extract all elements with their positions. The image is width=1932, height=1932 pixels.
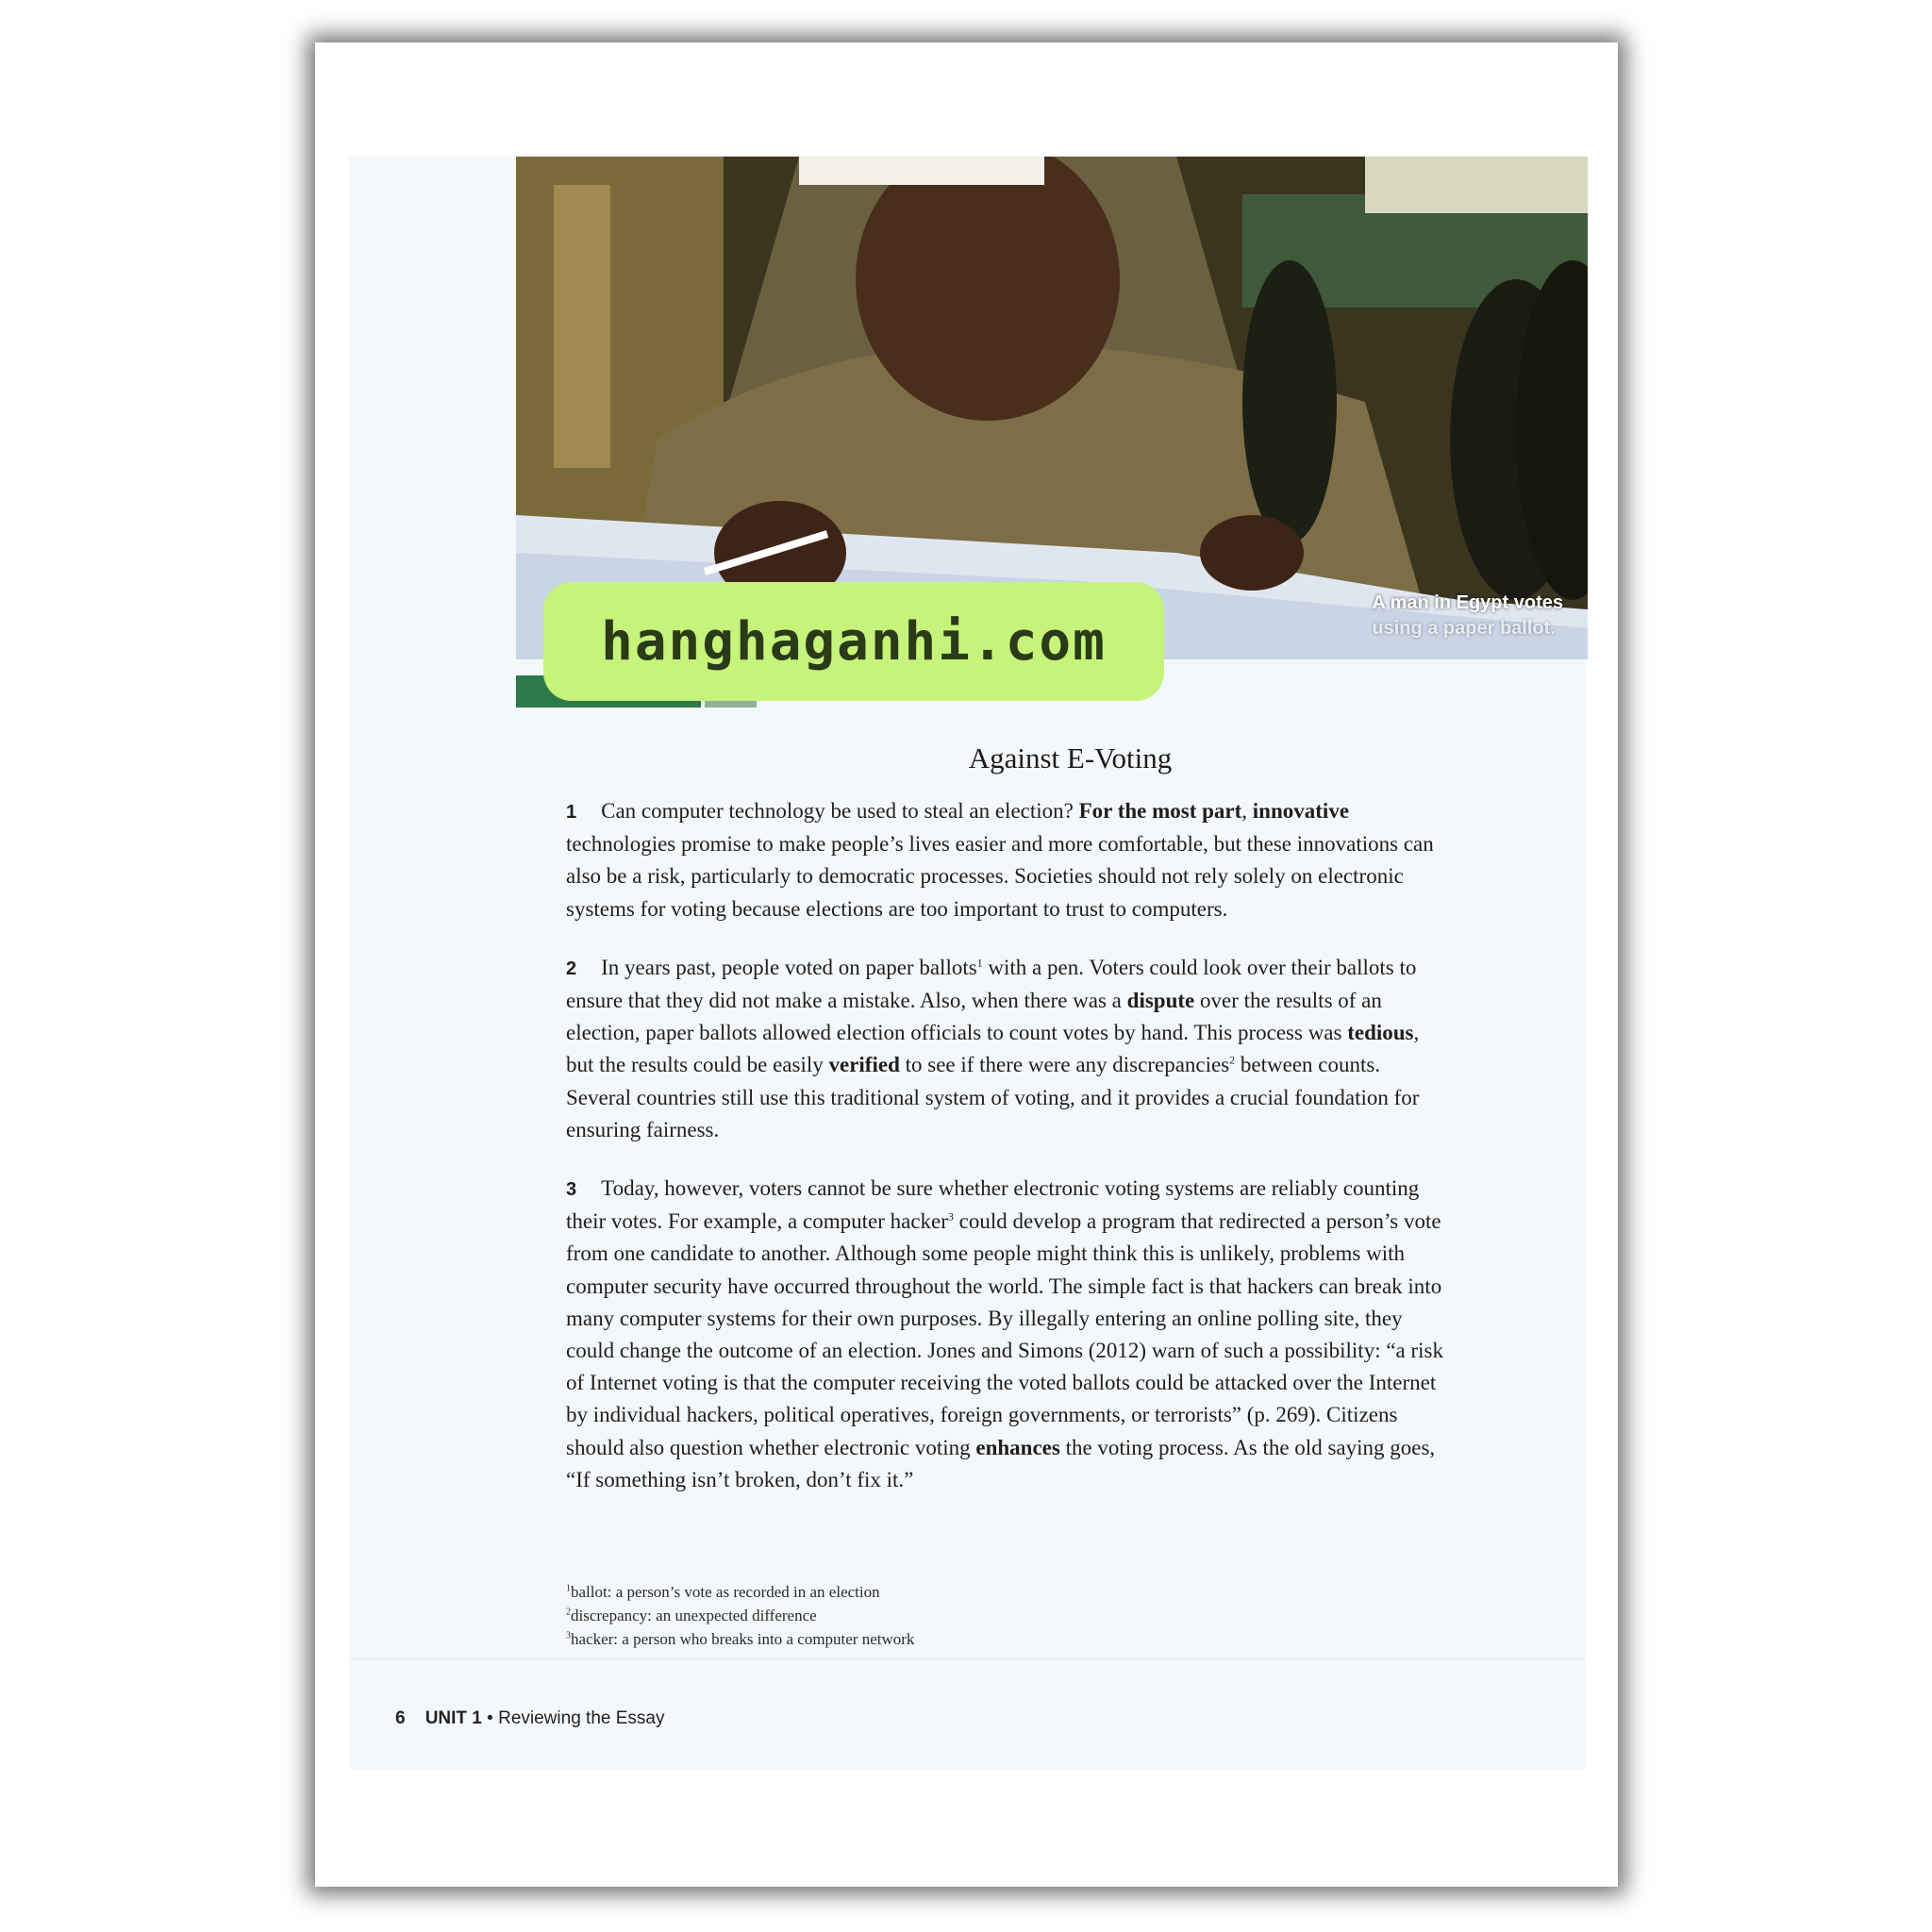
essay-body [566,795,1443,1523]
unit-label: UNIT 1 [425,1708,482,1728]
watermark-logo: hanghaganhi.com [543,582,1164,701]
footnote-ref: 1 [976,956,983,970]
footnote [566,1627,1321,1651]
paragraph-text: Today, however, voters cannot be sure whether electronic voting systems are reliably counting their votes. For example, a computer hacker [566,1176,1420,1234]
paragraph-text: to see if there were any discrepancies [899,1053,1230,1077]
paragraph-text: between counts. Several countries still use this traditional system of voting, and it provides a crucial foundation for ensuring fairness. [566,1053,1420,1141]
footnote [566,1580,1321,1604]
essay-title: Against E-Voting [968,741,1173,774]
paragraph-number: 1 [566,802,577,823]
book-page [315,42,1618,1887]
footnotes [566,1580,1321,1651]
paragraph-text: In years past, people voted on paper ballots [601,955,977,979]
footnote-number: 2 [566,1607,571,1618]
page-number: 6 [395,1708,406,1728]
bold-term: verified [828,1053,900,1077]
bold-term: tedious [1347,1021,1414,1045]
page-footer [395,1708,664,1729]
footer-divider [349,1658,1585,1659]
footnote-number: 3 [566,1630,571,1641]
footnote-number: 1 [566,1583,571,1594]
footnote-text: ballot: a person’s vote as recorded in an election [571,1583,880,1601]
paragraph-text: technologies promise to make people’s lives easier and more comfortable, but these innovations can also be a risk, particularly to democratic processes. Societies should not rely solely on electronic systems for voting because elections are too important to trust to computers. [566,832,1434,921]
paragraph-number: 2 [566,958,577,979]
paragraph-text: over the results of an election, paper ballots allowed election officials to count votes by hand. This process was [566,989,1382,1045]
paragraph-text: , [1241,799,1253,823]
bold-term: enhances [975,1435,1060,1459]
bold-term: dispute [1126,989,1195,1013]
footnote-ref: 3 [947,1209,954,1224]
essay-paragraph [566,952,1443,1146]
paragraph-text: with a pen. Voters could look over their ballots to ensure that they did not make a mistake. Also, when there was a [566,955,1417,1013]
paragraph-text: could develop a program that redirected a person’s vote from one candidate to another. Although some people might think this is unlikely, problems with computer security have occurred throughout the world. The simple fact is that hackers can break into many computer systems for their own purposes. By illegally entering an online polling site, they could change the outcome of an election. Jones and Simons (2012) warn of such a possibility: “a risk of Internet voting is that the computer receiving the voted ballots could be attacked over the Internet by individual hackers, political operatives, foreign governments, or terrorists” (p. 269). Citizens should also question whether electronic voting [566,1209,1444,1459]
footnote-text: discrepancy: an unexpected difference [571,1607,817,1624]
footnote-text: hacker: a person who breaks into a computer network [571,1630,915,1648]
footer-bullet: • [487,1708,493,1728]
bold-term: For the most part [1078,799,1242,823]
footnote [566,1604,1321,1627]
photo-caption [1372,591,1563,641]
footnote-ref: 2 [1229,1053,1236,1067]
section-title: Reviewing the Essay [498,1708,665,1728]
caption-line-2: using a paper ballot. [1372,618,1556,639]
paragraph-text: Can computer technology be used to steal an election? [601,799,1079,823]
essay-paragraph [566,795,1443,925]
paragraph-number: 3 [566,1179,577,1201]
paragraph-text: the voting process. As the old saying goes, “If something isn’t broken, don’t fix it.” [566,1435,1436,1491]
caption-line-1: A man in Egypt votes [1372,592,1563,613]
paragraph-text: , but the results could be easily [566,1021,1420,1077]
bold-term: innovative [1252,799,1350,823]
essay-paragraph [566,1173,1443,1496]
